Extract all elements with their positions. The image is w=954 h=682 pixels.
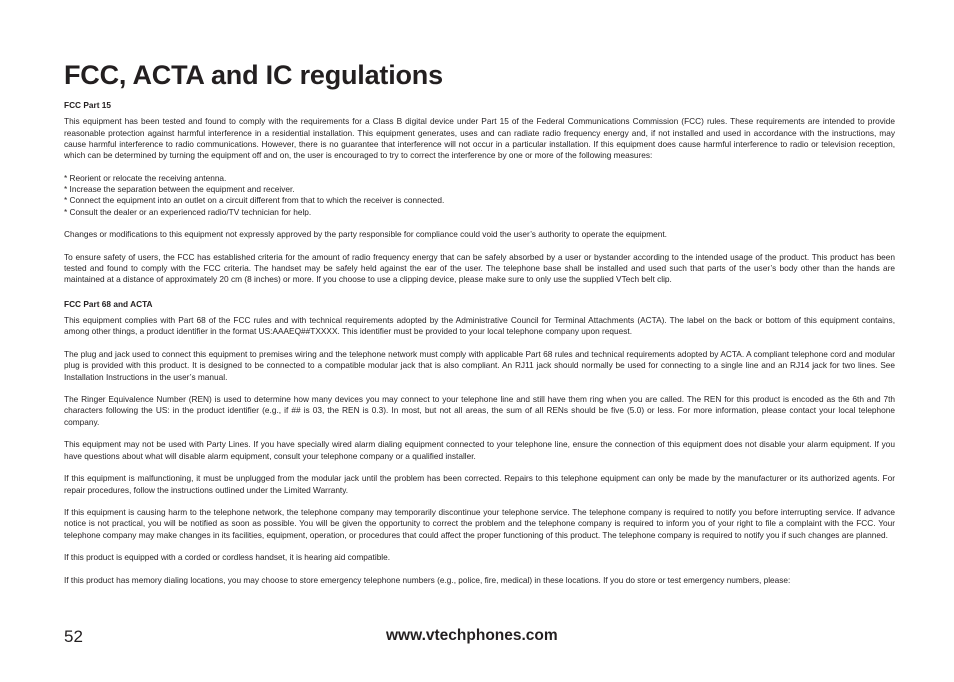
part15-intro-paragraph: This equipment has been tested and found to comply with the requirements for a Class B digital device under Part 15 of the Federal Communications Commission (FCC) rules. These requirements are intended to provide reasonable protection against harmful interference in a residential installation. This equipment generates, uses and can radiate radio frequency energy and, if not installed and used in accordance with the instructions, may cause harmful interference to radio communications. However, there is no guarantee that interference will not occur in a particular installation. If this equipment does cause harmful interference to radio or television reception, which can be determined by turning the equipment off and on, the user is encouraged to try to correct the interference by one or more of the following measures: [64, 116, 895, 161]
part68-paragraph: The Ringer Equivalence Number (REN) is used to determine how many devices you may connect to your telephone line and still have them ring when you are called. The REN for this product is encoded as the 6th and 7th characters following the US: in the product identifier (e.g., if ## is 03, the REN is 0.3). In most, but not all areas, the sum of all RENs should be five (5.0) or less. For more information, please contact your local telephone company. [64, 394, 895, 427]
part68-paragraph: The plug and jack used to connect this equipment to premises wiring and the telephone network must comply with applicable Part 68 rules and technical requirements adopted by ACTA. A compliant telephone cord and modular plug is provided with this product. It is designed to be connected to a compatible modular jack that is also compliant. An RJ11 jack should normally be used for connecting to a single line and an RJ14 jack for two lines. See Installation Instructions in the user’s manual. [64, 348, 895, 382]
spacer [64, 496, 895, 507]
page-title: FCC, ACTA and IC regulations [64, 60, 443, 90]
section-heading-part15: FCC Part 15 [64, 100, 112, 110]
document-body [64, 100, 895, 586]
part68-paragraph: This equipment complies with Part 68 of the FCC rules and with technical requirements adopted by the Administrative Council for Terminal Attachments (ACTA). The label on the back or bottom of this equipment contains, among other things, a product identifier in the format US:AAAEQ##TXXXX. This identifier must be provided to your local telephone company upon request. [64, 315, 895, 337]
list-item: * Increase the separation between the equipment and receiver. [64, 184, 295, 195]
measures-list [64, 173, 895, 218]
spacer [64, 462, 895, 473]
part68-paragraph: If this product is equipped with a corded or cordless handset, it is hearing aid compatible. [64, 552, 391, 563]
spacer [64, 286, 895, 299]
page-number: 52 [64, 627, 83, 646]
spacer [64, 564, 895, 575]
part68-paragraph: If this equipment is malfunctioning, it must be unplugged from the modular jack until the problem has been corrected. Repairs to this telephone equipment can only be made by the manufacturer or its authorized agents. For repair procedures, follow the instructions outlined under the Limited Warranty. [64, 473, 895, 495]
spacer [64, 541, 895, 552]
spacer [64, 338, 895, 349]
spacer [64, 428, 895, 439]
list-item: * Consult the dealer or an experienced radio/TV technician for help. [64, 206, 312, 217]
part68-paragraph: This equipment may not be used with Party Lines. If you have specially wired alarm dialing equipment connected to your telephone line, ensure the connection of this equipment does not disable your alarm equipment. If you have questions about what will disable alarm equipment, consult your telephone company or a qualified installer. [64, 439, 895, 461]
part68-paragraph: If this product has memory dialing locations, you may choose to store emergency telephone numbers (e.g., police, fire, medical) in these locations. If you do store or test emergency numbers, please: [64, 574, 791, 585]
safety-paragraph: To ensure safety of users, the FCC has established criteria for the amount of radio frequency energy that can be safely absorbed by a user or bystander according to the intended usage of the product. This product has been tested and found to comply with the FCC criteria. The handset may be safely held against the ear of the user. The telephone base shall be installed and used such that parts of the user’s body other than the hands are maintained at a distance of approximately 20 cm (8 inches) or more. If you choose to use a clipping device, please make sure to only use the supplied VTech belt clip. [64, 251, 895, 285]
changes-paragraph: Changes or modifications to this equipment not expressly approved by the party responsible for compliance could void the user’s authority to operate the equipment. [64, 229, 667, 240]
section-heading-part68: FCC Part 68 and ACTA [64, 298, 153, 309]
spacer [64, 161, 895, 172]
list-item: * Reorient or relocate the receiving antenna. [64, 172, 227, 183]
list-item: * Connect the equipment into an outlet on a circuit different from that to which the receiver is connected. [64, 195, 445, 206]
part68-paragraph: If this equipment is causing harm to the telephone network, the telephone company may temporarily discontinue your telephone service. The telephone company is required to notify you before interrupting service. If advance notice is not practical, you will be notified as soon as possible. You will be given the opportunity to correct the problem and the telephone company is required to inform you of your right to file a complaint with the FCC. Your telephone company may make changes in its facilities, equipment, operation, or procedures that could affect the proper functioning of this product. The telephone company is required to notify you if such changes are planned. [64, 507, 895, 540]
website-url: www.vtechphones.com [386, 627, 558, 644]
spacer [64, 383, 895, 394]
spacer [64, 241, 895, 252]
spacer [64, 218, 895, 229]
